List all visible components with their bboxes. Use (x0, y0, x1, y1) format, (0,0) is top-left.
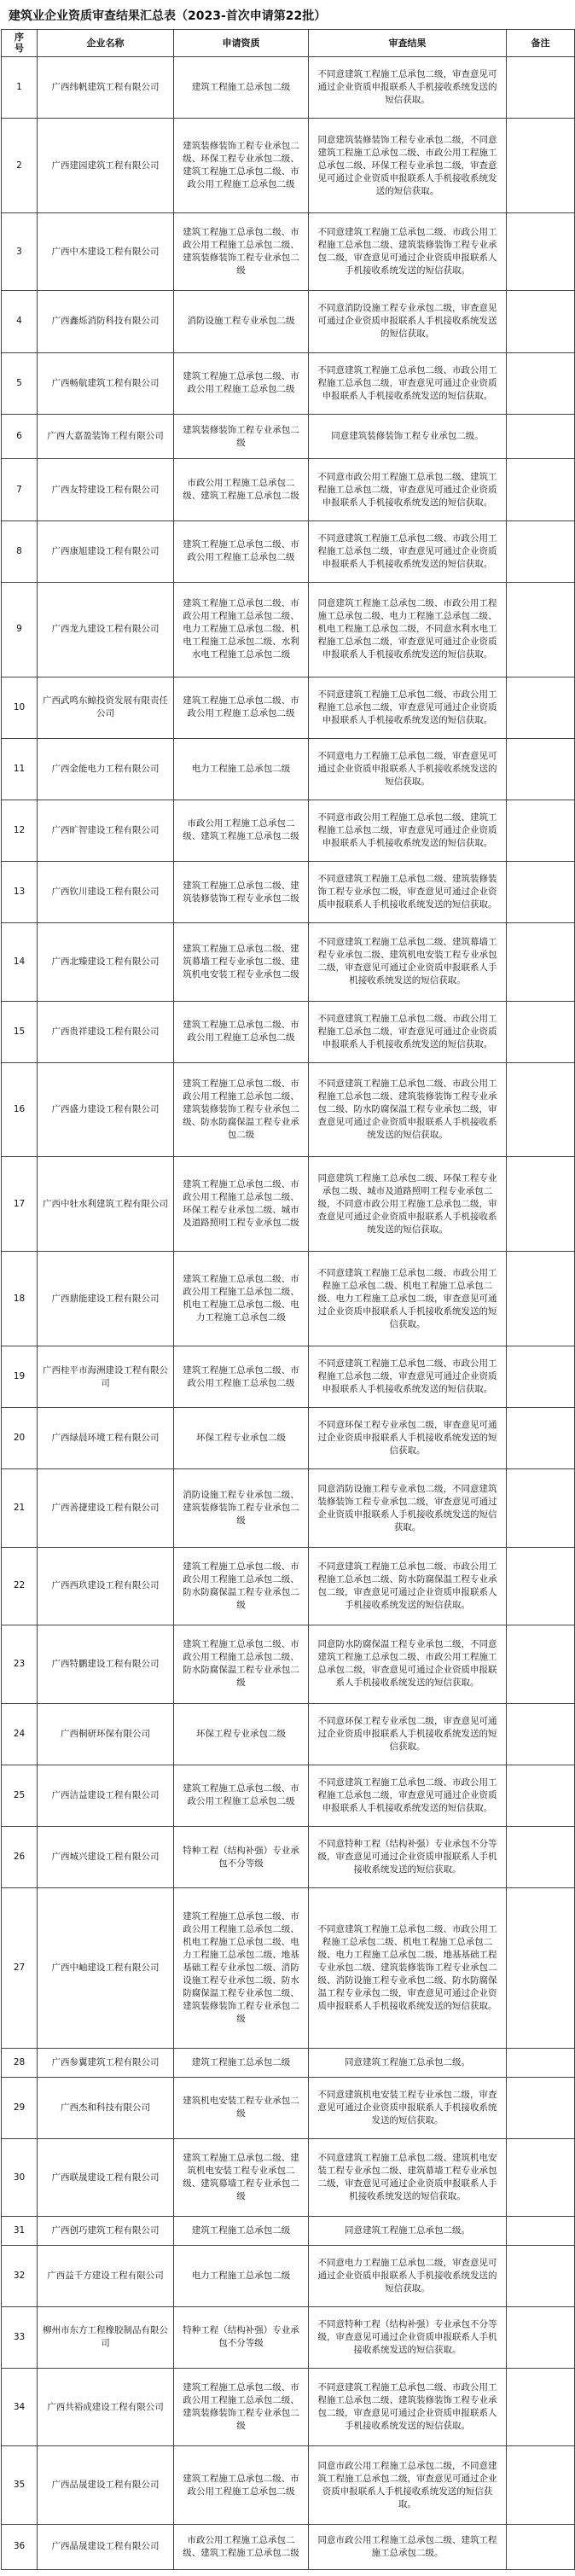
company-name: 广西贵祥建设工程有限公司 (38, 1001, 174, 1062)
table-row (2, 2077, 575, 2138)
review-result: 不同意环保工程专业承包二级，审查意见可通过企业资质申报联系人手机接收系统发送的短信获取。 (309, 1703, 507, 1765)
review-result: 不同意特种工程（结构补强）专业承包不分等级，审查意见可通过企业资质申报联系人手机接收系统发送的短信获取。 (309, 1826, 507, 1887)
row-number: 3 (2, 212, 38, 290)
table-row (2, 2245, 575, 2306)
applied-qualification: 建筑工程施工总承包二级、市政公用工程施工总承包二级、防水防腐保温工程专业承包二级 (174, 1625, 309, 1703)
row-number: 8 (2, 520, 38, 582)
review-result: 不同意建筑工程施工总承包二级、建筑幕墙工程专业承包二级、建筑机电安装工程专业承包二级，审查意见可通过企业资质申报联系人手机接收系统发送的短信获取。 (309, 923, 507, 1001)
review-result: 不同意电力工程施工总承包二级，审查意见可通过企业资质申报联系人手机接收系统发送的短信获取。 (309, 2245, 507, 2306)
remarks (507, 352, 575, 414)
review-result: 同意建筑工程施工总承包二级。 (309, 2217, 507, 2245)
review-result: 不同意建筑工程施工总承包二级、市政公用工程施工总承包二级，审查意见可通过企业资质申报联系人手机接收系统发送的短信获取。 (309, 352, 507, 414)
table-row (2, 2049, 575, 2077)
review-result: 不同意建筑工程施工总承包二级、市政公用工程施工总承包二级，审查意见可通过企业资质申报联系人手机接收系统发送的短信获取。 (309, 520, 507, 582)
remarks (507, 2446, 575, 2524)
company-name: 广西武鸣东鲸投资发展有限责任公司 (38, 677, 174, 738)
table-row (2, 2138, 575, 2216)
company-name: 广西中木建设工程有限公司 (38, 212, 174, 290)
company-name: 广西绿晨环境工程有限公司 (38, 1408, 174, 1469)
column-header-no-label: 序号 (15, 32, 24, 54)
remarks (507, 1625, 575, 1703)
company-name: 广西中牡水利建筑工程有限公司 (38, 1157, 174, 1252)
company-name: 广西共裕成建设工程有限公司 (38, 2369, 174, 2446)
table-row (2, 1826, 575, 1887)
column-header-no (2, 30, 38, 57)
table-row (2, 923, 575, 1001)
review-result: 不同意市政公用工程施工总承包二级、建筑工程施工总承包二级，审查意见可通过企业资质申报联系人手机接收系统发送的短信获取。 (309, 800, 507, 861)
review-result: 不同意电力工程施工总承包二级，审查意见可通过企业资质申报联系人手机接收系统发送的短信获取。 (309, 738, 507, 800)
remarks (507, 1252, 575, 1346)
row-number: 10 (2, 677, 38, 738)
remarks (507, 1157, 575, 1252)
company-name: 广西畅航建筑工程有限公司 (38, 352, 174, 414)
row-number: 24 (2, 1703, 38, 1765)
table-row (2, 352, 575, 414)
column-header-company: 企业名称 (38, 30, 174, 57)
review-result: 不同意建筑工程施工总承包二级、市政公用工程施工总承包二级、建筑装修装饰工程专业承包二级，审查意见可通过企业资质申报联系人手机接收系统发送的短信获取。 (309, 2369, 507, 2446)
review-result: 不同意消防设施工程专业承包二级，审查意见可通过企业资质申报联系人手机接收系统发送的短信获取。 (309, 291, 507, 352)
applied-qualification: 建筑工程施工总承包二级、市政公用工程施工总承包二级 (174, 2446, 309, 2524)
table-row (2, 1001, 575, 1062)
row-number: 28 (2, 2049, 38, 2077)
row-number: 7 (2, 459, 38, 520)
remarks (507, 1765, 575, 1826)
applied-qualification: 特种工程（结构补强）专业承包不分等级 (174, 1826, 309, 1887)
row-number: 11 (2, 738, 38, 800)
review-result: 不同意建筑工程施工总承包二级、市政公用工程施工总承包二级、建筑装修装饰工程专业承包二级、防水防腐保温工程专业承包二级，审查意见可通过企业资质申报联系人手机接收系统发送的短信获取。 (309, 1062, 507, 1157)
company-name: 广西盛力建设工程有限公司 (38, 1062, 174, 1157)
applied-qualification: 建筑工程施工总承包二级、建筑装修装饰工程专业承包二级 (174, 861, 309, 922)
remarks (507, 1408, 575, 1469)
table-row (2, 2217, 575, 2245)
table-row (2, 1547, 575, 1625)
applied-qualification: 建筑工程施工总承包二级 (174, 57, 309, 119)
applied-qualification: 建筑工程施工总承包二级、建筑幕墙工程专业承包二级、建筑机电安装工程专业承包二级 (174, 923, 309, 1001)
applied-qualification: 建筑工程施工总承包二级、建筑机电安装工程专业承包二级、建筑幕墙工程专业承包二级 (174, 2138, 309, 2216)
company-name: 广西善捷建设工程有限公司 (38, 1469, 174, 1547)
row-number: 26 (2, 1826, 38, 1887)
review-results-table (1, 29, 575, 2570)
applied-qualification: 建筑工程施工总承包二级、市政公用工程施工总承包二级 (174, 1346, 309, 1408)
review-result: 不同意建筑工程施工总承包二级、市政公用工程施工总承包二级、建筑装修装饰工程专业承包二级，审查意见可通过企业资质申报联系人手机接收系统发送的短信获取。 (309, 212, 507, 290)
applied-qualification: 环保工程专业承包二级 (174, 1703, 309, 1765)
company-name: 广西鼎能建设工程有限公司 (38, 1252, 174, 1346)
table-row (2, 1625, 575, 1703)
column-header-result: 审查结果 (309, 30, 507, 57)
review-result: 不同意建筑机电安装工程专业承包二级，审查意见可通过企业资质申报联系人手机接收系统发送的短信获取。 (309, 2077, 507, 2138)
row-number: 22 (2, 1547, 38, 1625)
table-row (2, 1062, 575, 1157)
company-name: 广西桐研环保有限公司 (38, 1703, 174, 1765)
applied-qualification: 建筑工程施工总承包二级、市政公用工程施工总承包二级 (174, 352, 309, 414)
row-number: 15 (2, 1001, 38, 1062)
table-row (2, 2446, 575, 2524)
review-result: 不同意建筑工程施工总承包二级、市政公用工程施工总承包二级、机电工程施工总承包二级、电力工程施工总承包二级、地基基础工程专业承包二级、建筑装修装饰工程专业承包二级、消防设施工程专业承包二级、防水防腐保温工程专业承包二级，审查意见可通过企业资质申报联系人手机接收系统发送的短信获取。 (309, 1888, 507, 2049)
company-name: 柳州市东方工程橡胶制品有限公司 (38, 2306, 174, 2368)
company-name: 广西大嘉盈装饰工程有限公司 (38, 414, 174, 459)
row-number: 31 (2, 2217, 38, 2245)
company-name: 广西洁益建设工程有限公司 (38, 1765, 174, 1826)
review-result: 同意市政公用工程施工总承包二级、建筑工程施工总承包二级。 (309, 2524, 507, 2569)
row-number: 32 (2, 2245, 38, 2306)
company-name: 广西创巧建筑工程有限公司 (38, 2217, 174, 2245)
company-name: 广西钦川建设工程有限公司 (38, 861, 174, 922)
remarks (507, 2138, 575, 2216)
row-number: 34 (2, 2369, 38, 2446)
applied-qualification: 建筑工程施工总承包二级、市政公用工程施工总承包二级 (174, 1765, 309, 1826)
applied-qualification: 消防设施工程专业承包二级 (174, 291, 309, 352)
row-number: 13 (2, 861, 38, 922)
applied-qualification: 建筑工程施工总承包二级、市政公用工程施工总承包二级 (174, 677, 309, 738)
review-result: 不同意建筑工程施工总承包二级，审查意见可通过企业资质申报联系人手机接收系统发送的短信获取。 (309, 57, 507, 119)
remarks (507, 1826, 575, 1887)
remarks (507, 2524, 575, 2569)
remarks (507, 291, 575, 352)
applied-qualification: 市政公用工程施工总承包二级、建筑工程施工总承包二级 (174, 2524, 309, 2569)
table-row (2, 2306, 575, 2368)
company-name: 广西龙九建设工程有限公司 (38, 582, 174, 677)
table-row (2, 738, 575, 800)
company-name: 广西纬帆建筑工程有限公司 (38, 57, 174, 119)
row-number: 4 (2, 291, 38, 352)
applied-qualification: 建筑工程施工总承包二级、市政公用工程施工总承包二级、电力工程施工总承包二级、机电工程施工总承包二级、水利水电工程施工总承包二级 (174, 582, 309, 677)
remarks (507, 1469, 575, 1547)
remarks (507, 414, 575, 459)
row-number: 14 (2, 923, 38, 1001)
company-name: 广西晶晟建设工程有限公司 (38, 2524, 174, 2569)
applied-qualification: 建筑工程施工总承包二级、市政公用工程施工总承包二级、机电工程施工总承包二级、电力工程施工总承包二级 (174, 1252, 309, 1346)
table-row (2, 1408, 575, 1469)
remarks (507, 2217, 575, 2245)
row-number: 19 (2, 1346, 38, 1408)
table-row (2, 57, 575, 119)
company-name: 广西中岫建设工程有限公司 (38, 1888, 174, 2049)
remarks (507, 1062, 575, 1157)
table-row (2, 677, 575, 738)
applied-qualification: 建筑工程施工总承包二级 (174, 2217, 309, 2245)
review-result: 同意市政公用工程施工总承包二级，不同意建筑工程施工总承包二级，审查意见可通过企业资质申报联系人手机接收系统发送的短信获取。 (309, 2446, 507, 2524)
row-number: 35 (2, 2446, 38, 2524)
review-result: 不同意特种工程（结构补强）专业承包不分等级，审查意见可通过企业资质申报联系人手机接收系统发送的短信获取。 (309, 2306, 507, 2368)
table-row (2, 1252, 575, 1346)
table-row (2, 2369, 575, 2446)
table-row (2, 414, 575, 459)
company-name: 广西金能电力工程有限公司 (38, 738, 174, 800)
company-name: 广西西玖建设工程有限公司 (38, 1547, 174, 1625)
review-result: 不同意建筑工程施工总承包二级、市政公用工程施工总承包二级、防水防腐保温工程专业承包二级，审查意见可通过企业资质申报联系人手机接收系统发送的短信获取。 (309, 1547, 507, 1625)
company-name: 广西建园建筑工程有限公司 (38, 119, 174, 213)
applied-qualification: 市政公用工程施工总承包二级、建筑工程施工总承包二级 (174, 459, 309, 520)
table-row (2, 212, 575, 290)
review-result: 同意建筑工程施工总承包二级、市政公用工程施工总承包二级、电力工程施工总承包二级、机电工程施工总承包二级，不同意水利水电工程施工总承包二级，审查意见可通过企业资质申报联系人手机接收系统发送的短信获取。 (309, 582, 507, 677)
table-row (2, 1346, 575, 1408)
remarks (507, 1346, 575, 1408)
remarks (507, 459, 575, 520)
company-name: 广西鑫烁消防科技有限公司 (38, 291, 174, 352)
review-result: 不同意环保工程专业承包二级，审查意见可通过企业资质申报联系人手机接收系统发送的短信获取。 (309, 1408, 507, 1469)
applied-qualification: 消防设施工程专业承包二级、建筑装修装饰工程专业承包二级 (174, 1469, 309, 1547)
remarks (507, 1001, 575, 1062)
row-number: 9 (2, 582, 38, 677)
remarks (507, 1547, 575, 1625)
remarks (507, 212, 575, 290)
header-row (2, 30, 575, 57)
review-result: 同意建筑装修装饰工程专业承包二级，不同意建筑工程施工总承包二级、市政公用工程施工总承包二级、环保工程专业承包二级，审查意见可通过企业资质申报联系人手机接收系统发送的短信获取。 (309, 119, 507, 213)
review-result: 同意消防设施工程专业承包二级，不同意建筑装修装饰工程专业承包二级，审查意见可通过企业资质申报联系人手机接收系统发送的短信获取。 (309, 1469, 507, 1547)
review-result: 不同意建筑工程施工总承包二级、建筑装修装饰工程专业承包二级，审查意见可通过企业资质申报联系人手机接收系统发送的短信获取。 (309, 861, 507, 922)
applied-qualification: 电力工程施工总承包二级 (174, 738, 309, 800)
row-number: 23 (2, 1625, 38, 1703)
table-row (2, 800, 575, 861)
row-number: 5 (2, 352, 38, 414)
table-row (2, 1703, 575, 1765)
table-row (2, 1157, 575, 1252)
review-result: 不同意建筑工程施工总承包二级、市政公用工程施工总承包二级，审查意见可通过企业资质申报联系人手机接收系统发送的短信获取。 (309, 677, 507, 738)
table-row (2, 291, 575, 352)
row-number: 16 (2, 1062, 38, 1157)
applied-qualification: 建筑装修装饰工程专业承包二级、环保工程专业承包二级、建筑工程施工总承包二级、市政公用工程施工总承包二级 (174, 119, 309, 213)
row-number: 36 (2, 2524, 38, 2569)
applied-qualification: 环保工程专业承包二级 (174, 1408, 309, 1469)
row-number: 27 (2, 1888, 38, 2049)
remarks (507, 1703, 575, 1765)
remarks (507, 119, 575, 213)
review-result: 同意建筑工程施工总承包二级。 (309, 2049, 507, 2077)
remarks (507, 2049, 575, 2077)
company-name: 广西杰和科技有限公司 (38, 2077, 174, 2138)
company-name: 广西北臻建设工程有限公司 (38, 923, 174, 1001)
review-result: 同意建筑装修装饰工程专业承包二级。 (309, 414, 507, 459)
table-row (2, 119, 575, 213)
table-row (2, 861, 575, 922)
row-number: 12 (2, 800, 38, 861)
applied-qualification: 建筑工程施工总承包二级、市政公用工程施工总承包二级、建筑装修装饰工程专业承包二级、防水防腐保温工程专业承包二级 (174, 1062, 309, 1157)
company-name: 广西康旭建设工程有限公司 (38, 520, 174, 582)
applied-qualification: 建筑工程施工总承包二级、市政公用工程施工总承包二级 (174, 520, 309, 582)
table-row (2, 582, 575, 677)
company-name: 广西联晟建设工程有限公司 (38, 2138, 174, 2216)
applied-qualification: 市政公用工程施工总承包二级、建筑工程施工总承包二级 (174, 800, 309, 861)
row-number: 2 (2, 119, 38, 213)
review-result: 不同意建筑工程施工总承包二级、市政公用工程施工总承包二级、机电工程施工总承包二级、电力工程施工总承包二级，审查意见可通过企业资质申报联系人手机接收系统发送的短信获取。 (309, 1252, 507, 1346)
column-header-applied: 申请资质 (174, 30, 309, 57)
remarks (507, 520, 575, 582)
remarks (507, 861, 575, 922)
row-number: 30 (2, 2138, 38, 2216)
company-name: 广西品晟建设工程有限公司 (38, 2446, 174, 2524)
table-row (2, 2524, 575, 2569)
company-name: 广西旷智建设工程有限公司 (38, 800, 174, 861)
applied-qualification: 建筑工程施工总承包二级、市政公用工程施工总承包二级、机电工程施工总承包二级、电力工程施工总承包二级、地基基础工程专业承包二级、消防设施工程专业承包二级、防水防腐保温工程专业承包二级、建筑装修装饰工程专业承包二级 (174, 1888, 309, 2049)
row-number: 18 (2, 1252, 38, 1346)
company-name: 广西城兴建设工程有限公司 (38, 1826, 174, 1887)
remarks (507, 923, 575, 1001)
company-name: 广西友特建设工程有限公司 (38, 459, 174, 520)
table-row (2, 459, 575, 520)
applied-qualification: 建筑机电安装工程专业承包二级 (174, 2077, 309, 2138)
remarks (507, 2306, 575, 2368)
applied-qualification: 建筑工程施工总承包二级、市政公用工程施工总承包二级、建筑装修装饰工程专业承包二级 (174, 2369, 309, 2446)
remarks (507, 582, 575, 677)
row-number: 6 (2, 414, 38, 459)
table-row (2, 1469, 575, 1547)
company-name: 广西桂平市海洲建设工程有限公司 (38, 1346, 174, 1408)
applied-qualification: 特种工程（结构补强）专业承包不分等级 (174, 2306, 309, 2368)
row-number: 29 (2, 2077, 38, 2138)
remarks (507, 2369, 575, 2446)
remarks (507, 738, 575, 800)
row-number: 17 (2, 1157, 38, 1252)
company-name: 广西参翼建筑工程有限公司 (38, 2049, 174, 2077)
applied-qualification: 建筑装修装饰工程专业承包二级 (174, 414, 309, 459)
review-result: 不同意市政公用工程施工总承包二级、建筑工程施工总承包二级，审查意见可通过企业资质申报联系人手机接收系统发送的短信获取。 (309, 459, 507, 520)
row-number: 21 (2, 1469, 38, 1547)
remarks (507, 800, 575, 861)
row-number: 1 (2, 57, 38, 119)
table-row (2, 1888, 575, 2049)
review-result: 不同意建筑工程施工总承包二级、市政公用工程施工总承包二级，审查意见可通过企业资质申报联系人手机接收系统发送的短信获取。 (309, 1001, 507, 1062)
remarks (507, 2077, 575, 2138)
review-result: 不同意建筑工程施工总承包二级、建筑机电安装工程专业承包二级、建筑幕墙工程专业承包二级，审查意见可通过企业资质申报联系人手机接收系统发送的短信获取。 (309, 2138, 507, 2216)
applied-qualification: 建筑工程施工总承包二级、市政公用工程施工总承包二级 (174, 1001, 309, 1062)
table-row (2, 520, 575, 582)
review-result: 不同意建筑工程施工总承包二级、市政公用工程施工总承包二级，审查意见可通过企业资质申报联系人手机接收系统发送的短信获取。 (309, 1346, 507, 1408)
row-number: 25 (2, 1765, 38, 1826)
document-title: 建筑业企业资质审查结果汇总表（2023-首次申请第22批） (9, 9, 327, 23)
company-name: 广西特鹏建设工程有限公司 (38, 1625, 174, 1703)
remarks (507, 2245, 575, 2306)
column-header-note: 备注 (507, 30, 575, 57)
review-result: 不同意建筑工程施工总承包二级、市政公用工程施工总承包二级，审查意见可通过企业资质申报联系人手机接收系统发送的短信获取。 (309, 1765, 507, 1826)
row-number: 33 (2, 2306, 38, 2368)
applied-qualification: 建筑工程施工总承包二级、市政公用工程施工总承包二级、建筑装修装饰工程专业承包二级 (174, 212, 309, 290)
applied-qualification: 建筑工程施工总承包二级、市政公用工程施工总承包二级、环保工程专业承包二级、城市及道路照明工程专业承包二级 (174, 1157, 309, 1252)
row-number: 20 (2, 1408, 38, 1469)
remarks (507, 57, 575, 119)
review-result: 同意防水防腐保温工程专业承包二级，不同意建筑工程施工总承包二级、市政公用工程施工总承包二级，审查意见可通过企业资质申报联系人手机接收系统发送的短信获取。 (309, 1625, 507, 1703)
company-name: 广西益千方建设工程有限公司 (38, 2245, 174, 2306)
applied-qualification: 电力工程施工总承包二级 (174, 2245, 309, 2306)
applied-qualification: 建筑工程施工总承包二级、市政公用工程施工总承包二级、防水防腐保温工程专业承包二级 (174, 1547, 309, 1625)
applied-qualification: 建筑工程施工总承包二级 (174, 2049, 309, 2077)
remarks (507, 1888, 575, 2049)
review-result: 同意建筑工程施工总承包二级、环保工程专业承包二级、城市及道路照明工程专业承包二级，不同意市政公用工程施工总承包二级，审查意见可通过企业资质申报联系人手机接收系统发送的短信获取。 (309, 1157, 507, 1252)
remarks (507, 677, 575, 738)
table-row (2, 1765, 575, 1826)
